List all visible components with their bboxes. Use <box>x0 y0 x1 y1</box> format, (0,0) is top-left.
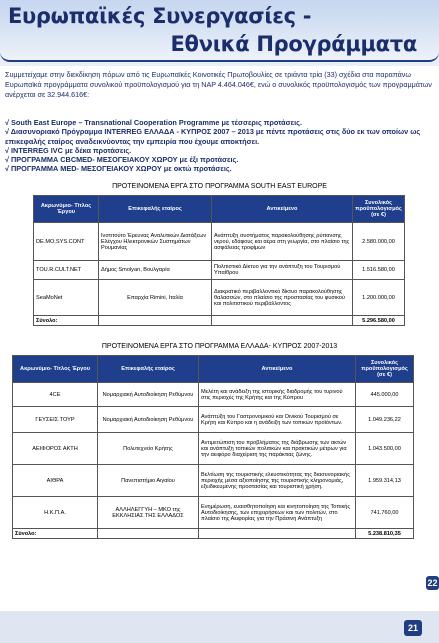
table-row <box>34 280 405 316</box>
t1-cell: DE.MO.SYS.CONT <box>34 223 99 261</box>
t1-cell: 2.580.000,00 <box>353 223 405 261</box>
t1-cell: Πολιτιστικό Δίκτυο για την ανάπτυξη του Τουρισμού Υπαίθρου <box>212 261 353 280</box>
page-number-bottom: 21 <box>404 620 422 636</box>
page-header <box>0 0 439 62</box>
t2-cell: ΑΙΘΡΑ <box>13 465 98 497</box>
t1-total-label: Σύνολο: <box>34 316 99 326</box>
table2-title: ΠΡΟΤΕΙΝΟΜΕΝΑ ΕΡΓΑ ΣΤΟ ΠΡΟΓΡΑΜΜΑ ΕΛΛΑΔΑ- ΚΥΠΡΟΣ 2007-2013 <box>101 343 338 350</box>
t1-header-budget: Συνολικός προϋπολογισμός (σε €) <box>353 196 405 223</box>
t1-cell: 1.200.000,00 <box>353 280 405 316</box>
table-total-row <box>13 529 414 539</box>
bullet-3: √ INTERREG IVC με δέκα προτάσεις. <box>5 146 132 155</box>
t1-total-value: 5.296.580,00 <box>353 316 405 326</box>
table-row <box>13 465 414 497</box>
t1-cell: 1.516.580,00 <box>353 261 405 280</box>
t1-cell: Δήμος Smolyan, Βουλγαρία <box>99 261 212 280</box>
t2-cell: Μελέτη και ανάδειξη της ιστορικής διαδρομής του τυρινού στις περιοχές της Κρήτης και της Κύπρου <box>199 383 356 407</box>
t2-cell: Ανάπτυξη του Γαστρονομικού και Οινικού Τουρισμού σε Κρήτη και Κύπρο και η ανάδειξη των τοπικών προϊόντων. <box>199 407 356 433</box>
table-row <box>13 433 414 465</box>
t1-cell: Επαρχία Rimini, Ιταλία <box>99 280 212 316</box>
t2-cell: Πανεπιστήμιο Αιγαίου <box>98 465 199 497</box>
t1-cell: Ινστιτούτο Έρευνας Αναλυτικών Διατάξεων Ελέγχου Ηλεκτρονικών Συστημάτων Ρουμανίας <box>99 223 212 261</box>
t2-cell: Πολυτεχνείο Κρήτης <box>98 433 199 465</box>
t1-header-subject: Αντικείμενο <box>212 196 353 223</box>
table-total-row <box>34 316 405 326</box>
t2-total-value: 5.238.810,35 <box>356 529 414 539</box>
t1-cell: Ανάπτυξη συστήματος παρακολούθησης ρύπανσης νερού, εδάφους και αέρα στη γεωργία, στο πλαίσιο της ασφάλειας τροφίμων <box>212 223 353 261</box>
t1-cell: Διακρατικό περιβαλλοντικό δίκτυο παρακολούθησης θαλασσών, στο πλαίσιο της προστασίας του φυσικού και πολιτιστικού περιβάλλοντος <box>212 280 353 316</box>
table1-title: ΠΡΟΤΕΙΝΟΜΕΝΑ ΕΡΓΑ ΣΤΟ ΠΡΟΓΡΑΜΜΑ SOUTH EAST EUROPE <box>112 183 327 190</box>
intro-paragraph: Συμμετείχαμε στην διεκδίκηση πόρων από τις Ευρωπαϊκές Κοινοτικές Πρωτοβουλίες σε τριάντα τρία (33) σχέδια στα παραπάνω Ευρωπαϊκά προγράμματα συνολικού προϋπολογισμού για τη ΝΑΡ 4.464.046€, ενώ ο συνολικός προϋπολογισμός των προγραμμάτων ανέρχεται σε 32.944.616€: <box>5 70 432 99</box>
t2-cell: 1.959.314,13 <box>356 465 414 497</box>
t2-cell: Αντιμετώπιση του προβλήματος της διάβρωσης των ακτών και ανάπτυξη τοπικών πολιτικών και πρακτικών μέτρων για την αειφόρο διαχείριση της παράκτιας ζώνης. <box>199 433 356 465</box>
t2-header-budget: Συνολικός προϋπολογισμός (σε €) <box>356 356 414 383</box>
t2-cell: Η.Κ.Π.Α. <box>13 497 98 529</box>
t2-header-acronym: Ακρωνύμιο- Τίτλος Έργου <box>13 356 98 383</box>
t2-header-lead: Επικεφαλής εταίρος <box>98 356 199 383</box>
table-greece-cyprus <box>12 355 414 539</box>
table-row <box>13 383 414 407</box>
t2-cell: ΑΛΛΗΛΕΓΓΥΗ – ΜΚΟ της ΕΚΚΛΗΣΙΑΣ ΤΗΣ ΕΛΛΑΔΟΣ <box>98 497 199 529</box>
t2-cell: 445.000,00 <box>356 383 414 407</box>
t2-total-label: Σύνολο: <box>13 529 98 539</box>
page-number-right: 22 <box>427 578 438 588</box>
t2-cell: 1.043.500,00 <box>356 433 414 465</box>
bullet-4: √ ΠΡΟΓΡΑΜΜΑ CBCMED- ΜΕΣΟΓΕΙΑΚΟΥ ΧΩΡΟΥ με έξι προτάσεις. <box>5 155 239 164</box>
t1-cell: SeaMoNet <box>34 280 99 316</box>
bullet-2: √ Διασυνοριακό Πρόγραμμα INTERREG ΕΛΛΑΔΑ - ΚΥΠΡΟΣ 2007 – 2013 με πέντε προτάσεις στις δύο εκ των οποίων ως επικεφαλής εταίρος αναδεικνύοντας την εμπειρία που έχουμε αποκτήσει. <box>5 127 421 146</box>
t1-cell: TOU.R.CULT.NET <box>34 261 99 280</box>
t2-cell: Ενημέρωση, ευαισθητοποίηση και κινητοποίηση της Τοπικής Αυτοδιοίκησης, των επιχειρήσεων και των πολιτών, στο πλαίσιο της Αειφορίας για την Πράσινη Ανάπτυξη <box>199 497 356 529</box>
t1-header-lead: Επικεφαλής εταίρος <box>99 196 212 223</box>
table-row <box>34 261 405 280</box>
bullet-5: √ ΠΡΟΓΡΑΜΜΑ MED- ΜΕΣΟΓΕΙΑΚΟΥ ΧΩΡΟΥ με οκτώ προτάσεις. <box>5 164 232 173</box>
table-south-east-europe <box>33 195 405 326</box>
t2-cell: Νομαρχιακή Αυτοδιοίκηση Ρεθύμνου <box>98 407 199 433</box>
t2-cell: 1.049.236,22 <box>356 407 414 433</box>
page-title-line1: Ευρωπαϊκές Συνεργασίες - <box>8 4 312 28</box>
table-row <box>13 407 414 433</box>
t2-cell: Νομαρχιακή Αυτοδιοίκηση Ρεθύμνου <box>98 383 199 407</box>
page-bottom-strip <box>0 611 439 643</box>
bullet-1: √ South East Europe – Transnational Cooperation Programme με τέσσερις προτάσεις. <box>5 118 302 127</box>
t2-cell: 741.760,00 <box>356 497 414 529</box>
table-row <box>13 497 414 529</box>
t2-cell: ΓΕΥΣΕΙΣ.ΤΟΥΡ <box>13 407 98 433</box>
t2-cell: ΑΕΙΦΟΡΟΣ ΑΚΤΗ <box>13 433 98 465</box>
table-row <box>34 223 405 261</box>
t2-header-subject: Αντικείμενο <box>199 356 356 383</box>
t2-cell: 4CE <box>13 383 98 407</box>
t2-cell: Βελτίωση της τουριστικής ελκυστικότητας της διασυνοριακής περιοχής μέσα αξιοποίησης της τουριστικής κληρονομιάς, εξειδικευμένης προστασίας και τουριστική χρήση. <box>199 465 356 497</box>
page-title-line2: Εθνικά Προγράμματα <box>170 32 417 56</box>
t1-header-acronym: Ακρωνύμιο- Τίτλος Έργου <box>34 196 99 223</box>
